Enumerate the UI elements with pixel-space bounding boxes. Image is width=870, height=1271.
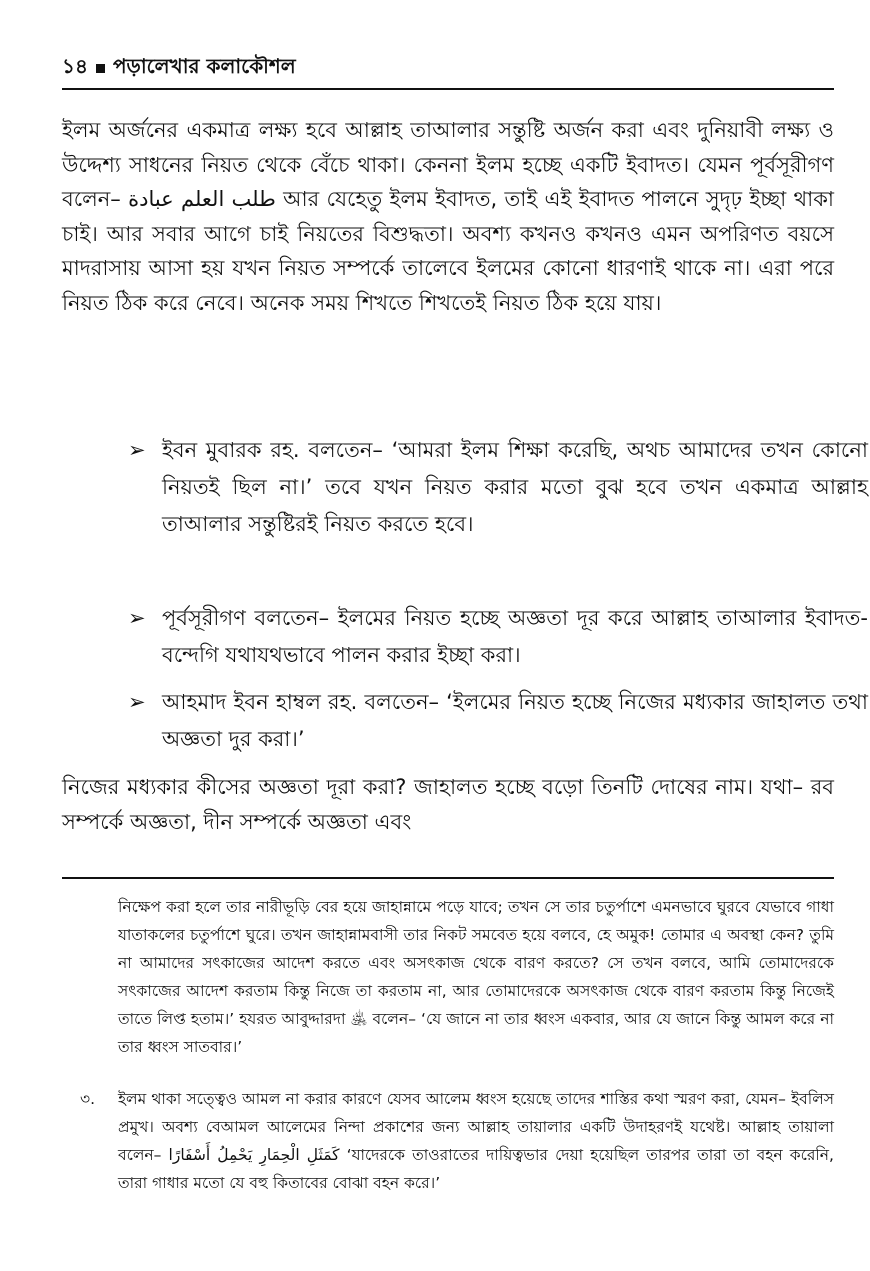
arrow-bullet-icon: ➢ (128, 606, 146, 630)
footnote-3 (118, 1085, 834, 1197)
running-header (62, 52, 296, 85)
list-item-text: পূর্বসূরীগণ বলতেন– ইলমের নিয়ত হচ্ছে অজ্ঞতা দূর করে আল্লাহ তাআলার ইবাদত-বন্দেগি যথাযথভাবে পালন করার ইচ্ছা করা। (162, 606, 868, 667)
footnote-continued: নিক্ষেপ করা হলে তার নারীভূড়ি বের হয়ে জাহান্নামে পড়ে যাবে; তখন সে তার চতুর্পাশে এমনভাবে ঘুরবে যেভাবে গাধা যাতাকলের চতুর্পাশে ঘুরে। তখন জাহান্নামবাসী তার নিকট সমবেত হয়ে বলবে, হে অমুক! তোমার এ অবস্থা কেন? তুমি না আমাদের সৎকাজের আদেশ করতে এবং অসৎকাজ থেকে বারণ করতে? সে তখন বলবে, আমি তোমাদেরকে সৎকাজের আদেশ করতাম কিন্তু নিজে তা করতাম না, আর তোমাদেরকে অসৎকাজ থেকে বারণ করতাম কিন্তু নিজেই তাতে লিপ্ত হতাম।’ হযরত আবুদ্দারদা ﵁ বলেন– ‘যে জানে না তার ধ্বংস একবার, আর যে জানে কিন্তু আমল করে না তার ধ্বংস সাতবার।’ (118, 898, 834, 1056)
list-item (128, 684, 868, 758)
book-title: পড়ালেখার কলাকৌশল (112, 54, 296, 78)
arrow-bullet-icon: ➢ (128, 438, 146, 462)
footnote-number: ৩. (80, 1090, 96, 1108)
paragraph-ignorance: নিজের মধ্যকার কীসের অজ্ঞতা দূরা করা? জাহালত হচ্ছে বড়ো তিনটি দোষের নাম। যথা– রব সম্পর্কে অজ্ঞতা, দীন সম্পর্কে অজ্ঞতা এবং (62, 775, 834, 834)
header-rule (62, 88, 834, 90)
page-number: ১৪ (62, 54, 88, 78)
footnote-rule (62, 877, 834, 879)
list-item-text: ইবন মুবারক রহ. বলতেন– ‘আমরা ইলম শিক্ষা করেছি, অথচ আমাদের তখন কোনো নিয়তই ছিল না।’ তবে যখন নিয়ত করার মতো বুঝ হবে তখন একমাত্র আল্লাহ তাআলার সন্তুষ্টিরই নিয়ত করতে হবে। (162, 438, 868, 536)
paragraph-text-b: আর যেহেতু ইলম ইবাদত, তাই এই ইবাদত পালনে সুদৃঢ় ইচ্ছা থাকা চাই। আর সবার আগে চাই নিয়তের বিশুদ্ধতা। অবশ্য কখনও কখনও এমন অপরিণত বয়সে মাদরাসায় আসা হয় যখন নিয়ত সম্পর্কে তালেবে ইলমের কোনো ধারণাই থাকে না। এরা পরে নিয়ত ঠিক করে নেবে। অনেক সময় শিখতে শিখতেই নিয়ত ঠিক হয়ে যায়। (62, 187, 834, 315)
arrow-bullet-icon: ➢ (128, 690, 146, 714)
list-item (128, 432, 868, 543)
footnote-arabic-verse: كَمَثَلِ الْحِمَارِ يَحْمِلُ أَسْفَارًا (168, 1146, 340, 1164)
paragraph-intention (62, 113, 834, 320)
list-item (128, 600, 868, 674)
footnote-3-text-b: ‘যাদেরকে তাওরাতের দায়িত্বভার দেয়া হয়েছিল তারপর তারা তা বহন করেনি, তারা গাধার মতো যে বহু কিতাবের বোঝা বহন করে।’ (118, 1146, 834, 1192)
paragraph-text-a: ইলম অর্জনের একমাত্র লক্ষ্য হবে আল্লাহ তাআলার সন্তুষ্টি অর্জন করা এবং দুনিয়াবী লক্ষ্য ও উদ্দেশ্য সাধনের নিয়ত থেকে বেঁচে থাকা। কেননা ইলম হচ্ছে একটি ইবাদত। যেমন পূর্বসূরীগণ বলেন– (62, 118, 834, 211)
arabic-quote: طلب العلم عبادة (128, 187, 276, 211)
list-item-text: আহমাদ ইবন হাম্বল রহ. বলতেন– ‘ইলমের নিয়ত হচ্ছে নিজের মধ্যকার জাহালত তথা অজ্ঞতা দুর করা।’ (162, 690, 868, 751)
footnote-3-text-a: ইলম থাকা সত্ত্বেও আমল না করার কারণে যেসব আলেম ধ্বংস হয়েছে তাদের শাস্তির কথা স্মরণ করা, যেমন– ইবলিস প্রমুখ। অবশ্য বেআমল আলেমের নিন্দা প্রকাশের জন্য আল্লাহ তায়ালার একটি উদাহরণই যথেষ্ট। আল্লাহ তায়ালা বলেন– (118, 1090, 834, 1164)
square-bullet-icon (96, 64, 105, 73)
